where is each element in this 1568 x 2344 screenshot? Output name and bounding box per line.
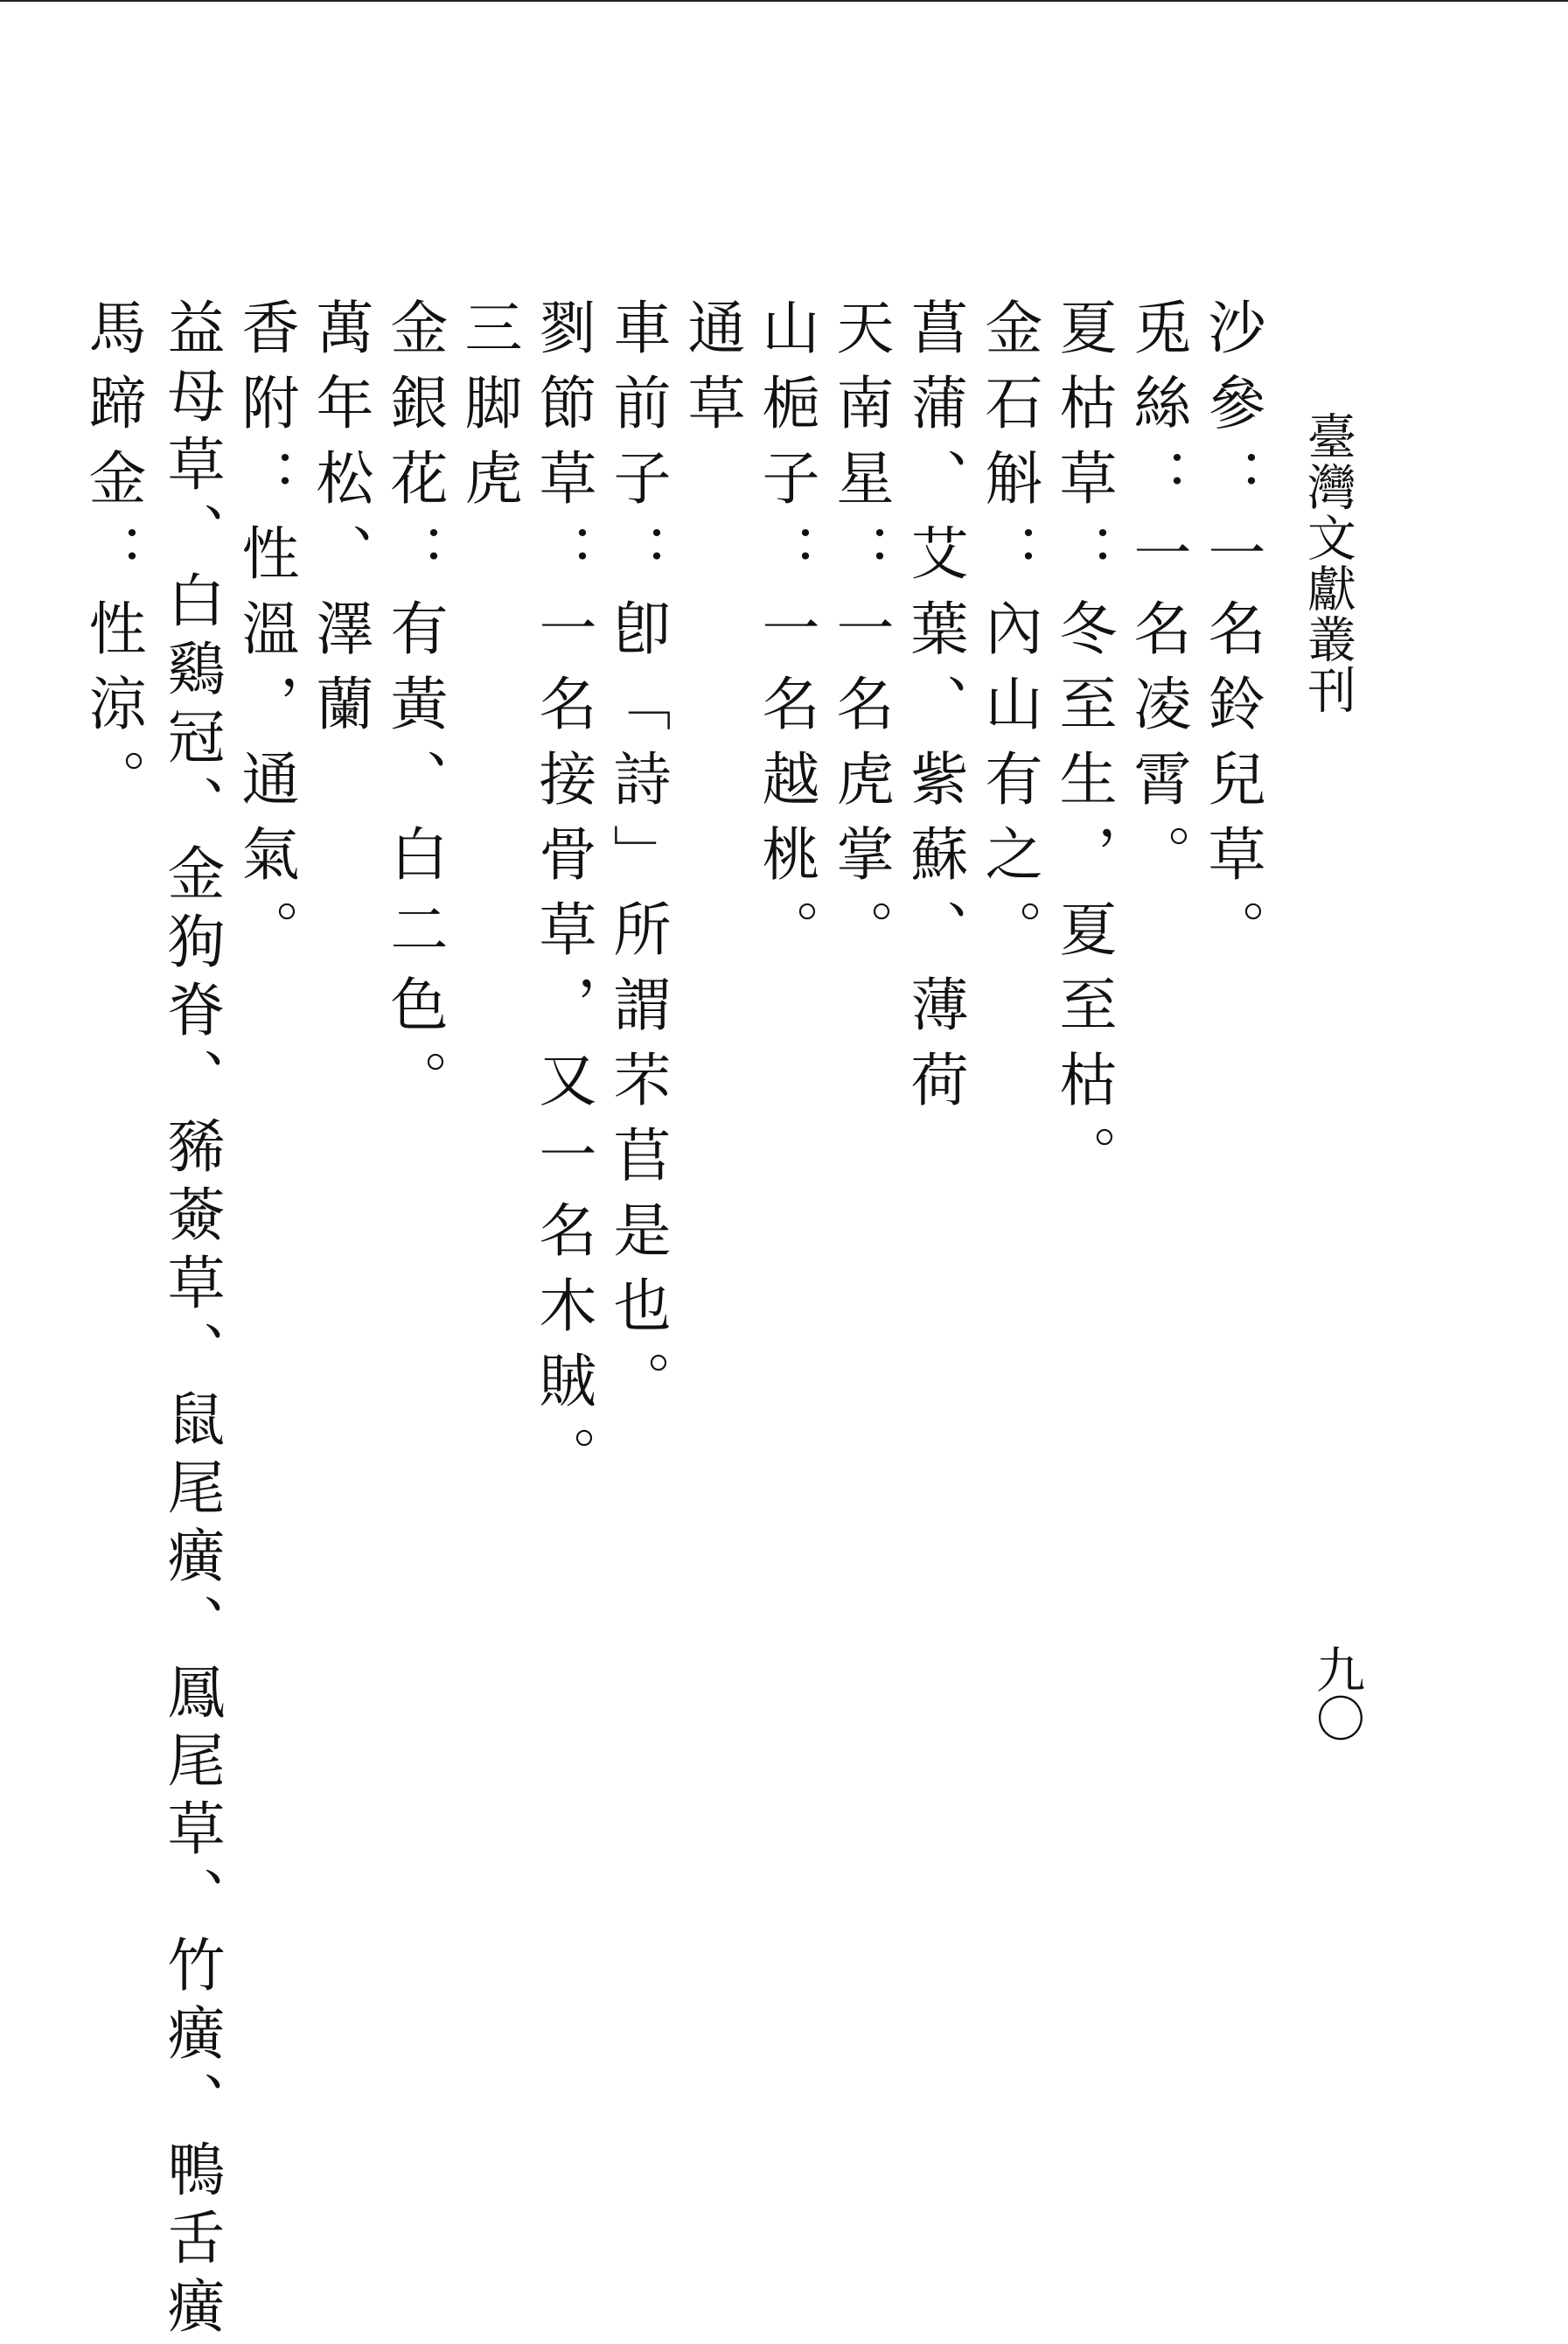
text-column: 車前子：卽「詩」所謂芣苢是也。 bbox=[603, 297, 671, 1426]
text-column: 益母草、白鷄冠、金狗脊、豨薟草、鼠尾癀、鳳尾草、竹癀、鴨舌癀 bbox=[157, 297, 225, 2344]
page-number: 九〇 bbox=[1308, 1644, 1365, 1742]
running-head-title: 臺灣文獻叢刊 bbox=[1300, 411, 1356, 715]
text-column: 菖蒲、艾葉、紫蘇、薄荷 bbox=[901, 297, 968, 1125]
text-column: 金石斛：內山有之。 bbox=[975, 297, 1042, 974]
text-column: 通草 bbox=[678, 297, 745, 448]
text-column: 三脚虎 bbox=[455, 297, 522, 523]
text-column: 剹節草：一名接骨草，又一名木賊。 bbox=[529, 297, 596, 1501]
text-column: 馬蹄金：性涼。 bbox=[79, 297, 146, 824]
text-column: 夏枯草：冬至生，夏至枯。 bbox=[1049, 297, 1117, 1200]
text-column: 金銀花：有黃、白二色。 bbox=[380, 297, 448, 1125]
text-column: 天南星：一名虎掌。 bbox=[826, 297, 894, 974]
text-column: 兎絲：一名凌霄。 bbox=[1124, 297, 1191, 899]
text-column: 沙參：一名鈴兒草。 bbox=[1198, 297, 1265, 974]
text-column: 山梔子：一名越桃。 bbox=[752, 297, 819, 974]
text-column: 萬年松、澤蘭 bbox=[306, 297, 373, 749]
text-column: 香附：性溫，通氣。 bbox=[232, 297, 299, 974]
